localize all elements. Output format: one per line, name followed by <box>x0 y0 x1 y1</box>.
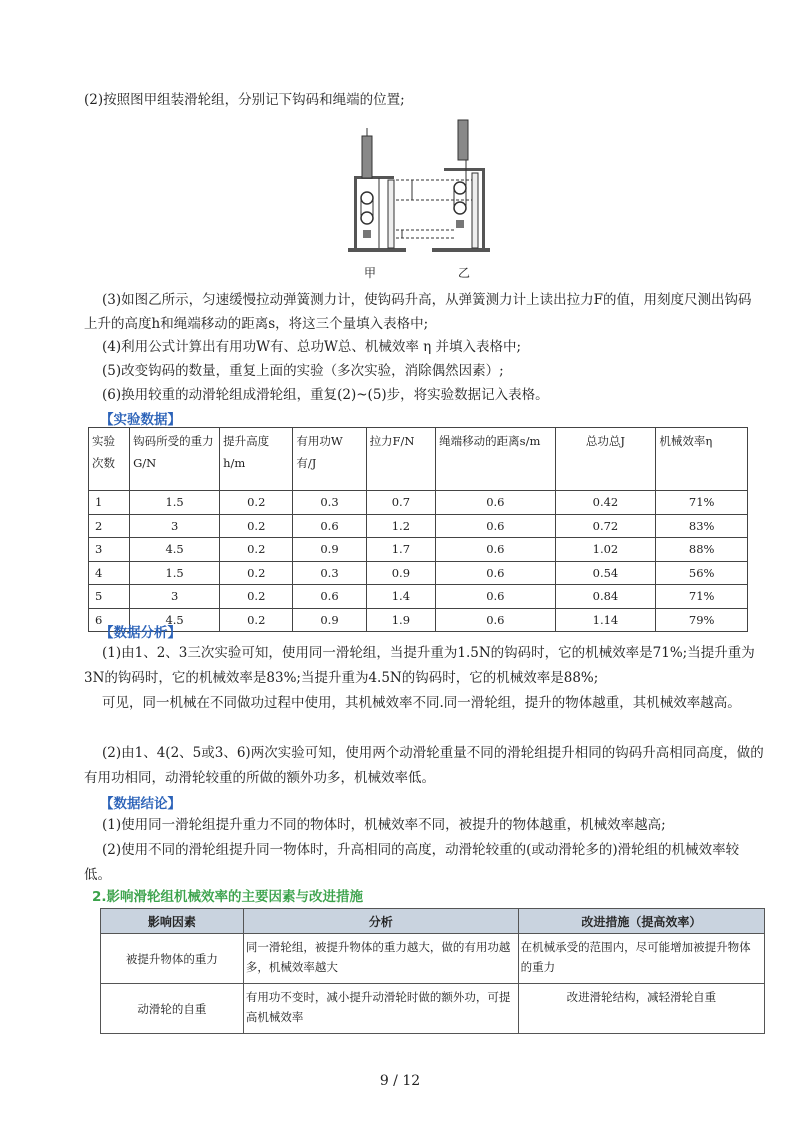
table-cell: 4.5 <box>130 608 220 632</box>
fixed-pulley-jia <box>361 192 373 204</box>
stand-pole-yi <box>482 168 485 248</box>
table-cell: 0.6 <box>436 491 555 515</box>
header-cell: 绳端移动的距离s/m <box>436 428 555 491</box>
table-cell: 0.6 <box>436 608 555 632</box>
table-body <box>89 491 748 632</box>
stand-arm-jia <box>354 176 394 179</box>
table-cell: 0.2 <box>220 491 293 515</box>
table-cell: 0.6 <box>293 514 366 538</box>
table-row <box>89 538 748 562</box>
spring-scale-yi <box>458 120 468 160</box>
factor-header-cell: 改进措施（提高效率） <box>518 909 764 934</box>
analysis-paragraph-3: (2)由1、4(2、5或3、6)两次实验可知，使用两个动滑轮重量不同的滑轮组提升相同的钩码升高相同高度，做的有用功相同，动滑轮较重的所做的额外功多，机械效率低。 <box>84 745 764 786</box>
table-cell: 0.84 <box>555 585 656 609</box>
table-cell: 79% <box>656 608 748 632</box>
fixed-pulley-yi <box>454 182 466 194</box>
table-cell: 5 <box>89 585 130 609</box>
figure-label-jia: 甲 <box>364 266 377 280</box>
table-cell: 0.7 <box>366 491 436 515</box>
table-cell: 0.2 <box>220 514 293 538</box>
factor-cell: 动滑轮的自重 <box>101 984 244 1034</box>
analysis-heading: 【数据分析】 <box>100 625 181 641</box>
table-cell: 0.72 <box>555 514 656 538</box>
step-3-text: (3)如图乙所示，匀速缓慢拉动弹簧测力计，使钩码升高，从弹簧测力计上读出拉力F的值，用刻度尺测出钩码上升的高度h和绳端移动的距离s，将这三个量填入表格中; <box>84 292 752 332</box>
movable-pulley-yi <box>454 202 466 214</box>
table-header-row <box>89 428 748 491</box>
stand-arm-yi <box>444 168 485 171</box>
factor-table <box>100 908 765 1034</box>
table-cell: 1.5 <box>130 491 220 515</box>
factor-cell: 改进滑轮结构，减轻滑轮自重 <box>518 984 764 1034</box>
factor-table-row <box>101 984 765 1034</box>
table-cell: 3 <box>89 538 130 562</box>
factor-header-cell: 影响因素 <box>101 909 244 934</box>
table-cell: 1.7 <box>366 538 436 562</box>
conclusion-heading: 【数据结论】 <box>100 796 181 812</box>
factor-table-header-row <box>101 909 765 934</box>
table-cell: 0.9 <box>366 561 436 585</box>
table-cell: 0.6 <box>436 585 555 609</box>
table-cell: 0.3 <box>293 491 366 515</box>
table-cell: 0.2 <box>220 538 293 562</box>
data-heading: 【实验数据】 <box>100 412 181 428</box>
stand-base-yi <box>432 248 490 252</box>
table-row <box>89 514 748 538</box>
step-4-text: (4)利用公式计算出有用功W有、总功W总、机械效率 η 并填入表格中; <box>102 339 522 355</box>
weight-jia <box>363 230 371 238</box>
table-cell: 0.2 <box>220 561 293 585</box>
table-cell: 1 <box>89 491 130 515</box>
conclusion-paragraph-2: (2)使用不同的滑轮组提升同一物体时，升高相同的高度，动滑轮较重的(或动滑轮多的)滑轮组的机械效率较低。 <box>84 842 740 883</box>
header-cell: 实验次数 <box>89 428 130 491</box>
analysis-paragraph-1: (1)由1、2、3三次实验可知，使用同一滑轮组，当提升重为1.5N的钩码时，它的机械效率是71%;当提升重为3N的钩码时，它的机械效率是83%;当提升重为4.5N的钩码时，它的机械效率是88%; <box>84 645 755 686</box>
table-cell: 1.2 <box>366 514 436 538</box>
header-cell: 总功总J <box>555 428 656 491</box>
table-cell: 0.2 <box>220 608 293 632</box>
factor-section-heading: 2.影响滑轮组机械效率的主要因素与改进措施 <box>92 889 364 905</box>
table-row <box>89 491 748 515</box>
table-cell: 1.5 <box>130 561 220 585</box>
header-cell: 钩码所受的重力G/N <box>130 428 220 491</box>
table-cell: 4 <box>89 561 130 585</box>
table-cell: 71% <box>656 585 748 609</box>
table-cell: 3 <box>130 514 220 538</box>
step-5-text: (5)改变钩码的数量，重复上面的实验（多次实验，消除偶然因素）; <box>102 363 504 379</box>
step-6-text: (6)换用较重的动滑轮组成滑轮组，重复(2)~(5)步，将实验数据记入表格。 <box>102 387 549 403</box>
table-cell: 1.9 <box>366 608 436 632</box>
table-cell: 0.3 <box>293 561 366 585</box>
table-row <box>89 608 748 632</box>
header-cell: 拉力F/N <box>366 428 436 491</box>
ruler-yi <box>472 173 478 248</box>
table-cell: 2 <box>89 514 130 538</box>
ruler-jia <box>388 180 394 248</box>
movable-pulley-jia <box>361 212 373 224</box>
table-cell: 1.02 <box>555 538 656 562</box>
weight-yi <box>456 220 464 228</box>
factor-header-cell: 分析 <box>243 909 518 934</box>
table-cell: 0.6 <box>436 561 555 585</box>
spring-scale-jia <box>362 136 372 178</box>
factor-cell: 有用功不变时，减小提升动滑轮时做的额外功，可提高机械效率 <box>243 984 518 1034</box>
pulley-diagram <box>340 118 500 268</box>
table-cell: 3 <box>130 585 220 609</box>
analysis-paragraph-2: 可见，同一机械在不同做功过程中使用，其机械效率不同.同一滑轮组，提升的物体越重，其机械效率越高。 <box>102 695 741 711</box>
step-2-text: (2)按照图甲组装滑轮组，分别记下钩码和绳端的位置; <box>84 92 405 108</box>
header-cell: 有用功W有/J <box>293 428 366 491</box>
table-row <box>89 561 748 585</box>
header-cell: 机械效率η <box>656 428 748 491</box>
pulley-experiment-figure <box>340 118 500 280</box>
table-cell: 6 <box>89 608 130 632</box>
page-number: 9 / 12 <box>379 1073 421 1089</box>
experiment-data-table <box>88 427 748 632</box>
table-cell: 0.54 <box>555 561 656 585</box>
table-cell: 0.6 <box>293 585 366 609</box>
figure-label-yi: 乙 <box>458 266 471 280</box>
table-cell: 0.9 <box>293 538 366 562</box>
table-cell: 88% <box>656 538 748 562</box>
table-cell: 0.9 <box>293 608 366 632</box>
factor-cell: 在机械承受的范围内，尽可能增加被提升物体的重力 <box>518 934 764 984</box>
table-cell: 0.42 <box>555 491 656 515</box>
stand-pole-jia <box>354 176 357 248</box>
table-row <box>89 585 748 609</box>
table-cell: 83% <box>656 514 748 538</box>
header-cell: 提升高度h/m <box>220 428 293 491</box>
stand-base-jia <box>348 248 406 252</box>
table-cell: 0.6 <box>436 514 555 538</box>
table-cell: 71% <box>656 491 748 515</box>
table-cell: 1.14 <box>555 608 656 632</box>
factor-table-row <box>101 934 765 984</box>
conclusion-paragraph-1: (1)使用同一滑轮组提升重力不同的物体时，机械效率不同，被提升的物体越重，机械效率越高; <box>102 817 666 833</box>
factor-cell: 同一滑轮组，被提升物体的重力越大，做的有用功越多，机械效率越大 <box>243 934 518 984</box>
table-cell: 0.2 <box>220 585 293 609</box>
factor-cell: 被提升物体的重力 <box>101 934 244 984</box>
table-cell: 1.4 <box>366 585 436 609</box>
table-cell: 56% <box>656 561 748 585</box>
table-cell: 0.6 <box>436 538 555 562</box>
table-cell: 4.5 <box>130 538 220 562</box>
